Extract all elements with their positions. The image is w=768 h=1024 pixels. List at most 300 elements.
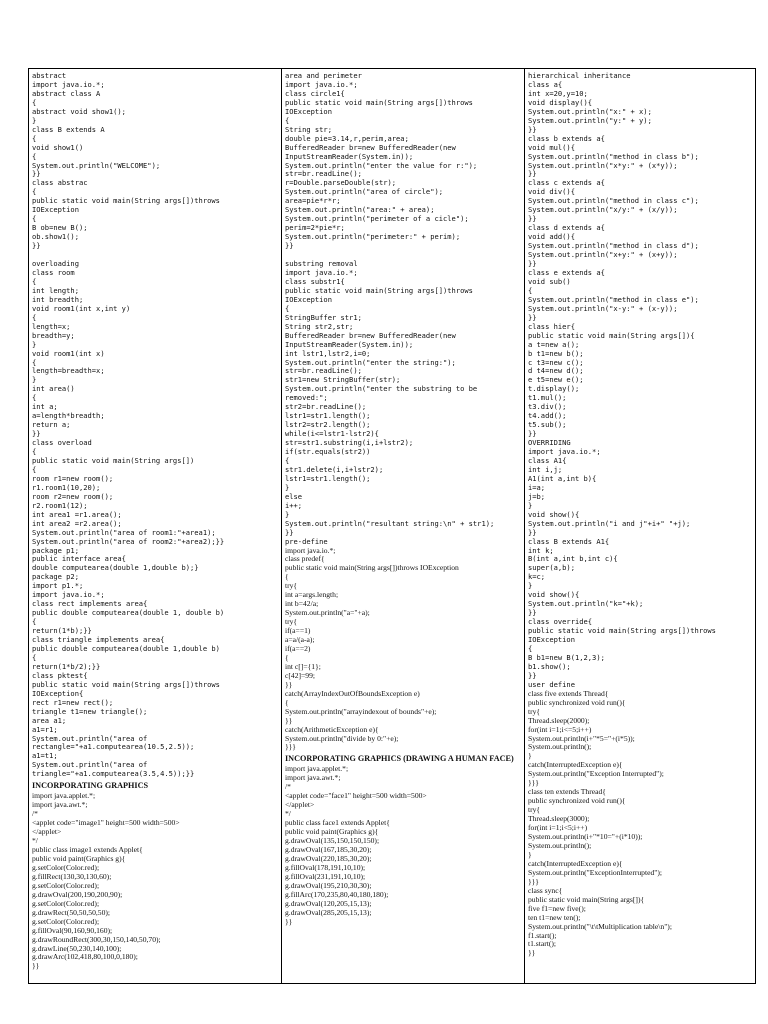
code-line: g.setColor(Color.red); (32, 899, 100, 908)
code-line: System.out.println("divide by 0:"+e); (285, 734, 399, 743)
code-line: try{ (285, 618, 298, 627)
code-line: { (32, 394, 37, 403)
heading-text: INCORPORATING GRAPHICS (32, 781, 149, 791)
code-line: g.drawArc(102,418,80,100,0,180); (32, 953, 138, 962)
column-middle (281, 69, 524, 983)
code-line: class overload (32, 439, 92, 448)
code-line: import java.awt.*; (32, 801, 88, 810)
code-line: breadth=y; (32, 331, 75, 340)
code-line: g.fillArc(170,235,80,40,180,180); (285, 890, 389, 899)
code-line: for(int i=1;i<5;i++) (528, 824, 588, 833)
code-line: } (32, 376, 37, 385)
code-line: public synchronized void run(){ (528, 797, 626, 806)
code-line: substring removal (285, 260, 358, 269)
code-line: r1.room1(10,20); (32, 483, 101, 492)
code-line: if(a==2) (285, 645, 311, 653)
code-line: room r1=new room(); (32, 474, 114, 483)
code-line: System.out.println("enter the substring to be (285, 385, 478, 394)
code-line: }} (528, 609, 537, 618)
code-line: import java.io.*; (32, 80, 105, 89)
code-line: System.out.println("k="+k); (528, 600, 644, 609)
code-line: double pie=3.14,r,perim,area; (285, 134, 409, 143)
code-line: while(i<=lstr1-lstr2){ (285, 430, 379, 439)
code-line: f1.start(); (528, 931, 557, 940)
code-line: int breadth; (32, 295, 84, 304)
code-line: /* (285, 783, 291, 792)
code-line: System.out.println("area of (32, 761, 148, 770)
code-line: g.drawOval(167,185,30,20); (285, 846, 372, 855)
code-line: super(a,b); (528, 564, 575, 573)
code-line: class circle1{ (285, 89, 345, 98)
code-line: }} (32, 242, 41, 251)
code-line: System.out.println("y:" + y); (528, 116, 652, 125)
code-line: ob.show1(); (32, 233, 79, 242)
code-line: class c extends a{ (528, 179, 605, 188)
code-block (528, 72, 752, 690)
code-line: class d extends a{ (528, 224, 605, 233)
column-left (29, 69, 281, 983)
code-line: triangle t1=new triangle(); (32, 707, 148, 716)
code-line (285, 251, 521, 260)
code-line: import java.awt.*; (285, 774, 341, 783)
code-line: } (528, 582, 533, 591)
code-line: }}} (285, 743, 296, 752)
code-line: System.out.println("method in class c"); (528, 197, 699, 206)
code-line: import java.io.*; (285, 268, 358, 277)
code-line: t.display(); (528, 385, 580, 394)
code-line: System.out.println("x*y:" + (x*y)); (528, 161, 678, 170)
code-line: rectangle="+a1.computearea(10.5,2.5)); (32, 743, 195, 752)
code-line: String str2,str; (285, 322, 354, 331)
code-line: class b extends a{ (528, 134, 605, 143)
code-line: else (285, 492, 303, 501)
code-line: int k; (528, 546, 554, 555)
code-line: lstr1=str1.length(); (285, 412, 371, 421)
code-line: g.drawOval(285,205,15,13); (285, 908, 372, 917)
code-line: g.drawOval(135,150,150,150); (285, 837, 380, 846)
code-line: str1=new StringBuffer(str); (285, 376, 401, 385)
code-line: </applet> (285, 801, 315, 810)
code-line: { (285, 456, 290, 465)
code-line: { (285, 653, 289, 662)
code-line: public static void main(String args[]){ (528, 331, 695, 340)
code-line: import java.io.*; (285, 80, 358, 89)
code-line: g.drawOval(120,205,15,13); (285, 899, 372, 908)
code-line: triangle="+a1.computearea(3.5,4.5));}} (32, 770, 195, 779)
code-line: }} (285, 242, 294, 251)
code-line: str2=br.readLine(); (285, 403, 367, 412)
code-line: void div(){ (528, 188, 575, 197)
code-line: } (528, 501, 533, 510)
code-line: g.fillRect(130,30,130,60); (32, 872, 112, 881)
code-line: int a; (32, 403, 58, 412)
code-line: try{ (528, 707, 541, 716)
code-line: System.out.println("resultant string:\n" + str1); (285, 519, 495, 528)
code-line: abstract (32, 72, 67, 80)
code-line: class override{ (528, 618, 593, 627)
code-line: g.drawLine(50,230,140,100); (32, 944, 122, 953)
code-line: abstract void show1(); (32, 107, 126, 116)
code-line: }} (528, 949, 536, 958)
code-line: str=br.readLine(); (285, 170, 362, 179)
code-line: c[42]=99; (285, 671, 316, 680)
code-line: }}} (528, 779, 539, 788)
code-line: System.out.println("perimeter of a cicle"); (285, 215, 469, 224)
code-line: System.out.println("perimeter:" + perim); (285, 233, 461, 242)
code-line: }} (285, 716, 293, 725)
code-line: for(int i=1;i<=5;i++) (528, 725, 592, 734)
code-line: int lstr1,lstr2,i=0; (285, 349, 371, 358)
code-line: d t4=new d(); (528, 367, 584, 376)
code-line: IOException (285, 295, 332, 304)
code-line: InputStreamReader(System.in)); (285, 340, 414, 349)
code-line: System.out.println("arrayindexout of bounds"+e); (285, 707, 437, 716)
code-line: import java.io.*; (528, 448, 601, 457)
code-line: class A1{ (528, 456, 567, 465)
code-line: int a=args.length; (285, 591, 339, 600)
column-right (524, 69, 755, 983)
code-line: { (32, 188, 37, 197)
code-line: void sub() (528, 277, 571, 286)
code-line: void mul(){ (528, 143, 575, 152)
code-line: class hier{ (528, 322, 575, 331)
code-line: int area2 =r2.area(); (32, 519, 122, 528)
section-heading (32, 781, 278, 790)
code-line: rect r1=new rect(); (32, 698, 114, 707)
code-line: { (285, 304, 290, 313)
code-line: }} (528, 170, 537, 179)
code-line: String str; (285, 125, 332, 134)
code-line: }}} (528, 877, 539, 886)
code-line: class room (32, 268, 75, 277)
code-line: a=length*breadth; (32, 412, 105, 421)
code-line: import java.applet.*; (285, 765, 349, 774)
code-line: void show(){ (528, 510, 580, 519)
code-line: length=breadth=x; (32, 367, 105, 376)
code-line: */ (32, 837, 38, 846)
code-line: System.out.println(i+"*5="+(i*5)); (528, 734, 635, 743)
code-block (528, 690, 752, 959)
code-line: OVERRIDING (528, 439, 571, 448)
code-line: return(1*b/2);}} (32, 662, 101, 671)
code-line: package p1; (32, 546, 79, 555)
code-line: five f1=new five(); (528, 904, 586, 913)
code-line: System.out.println("a="+a); (285, 609, 370, 618)
code-line: class e extends a{ (528, 268, 605, 277)
code-line: } (32, 340, 37, 349)
code-line: perim=2*pie*r; (285, 224, 345, 233)
code-line: class triangle implements area{ (32, 636, 165, 645)
code-line: r2.room1(12); (32, 501, 88, 510)
code-line: try{ (285, 582, 298, 591)
code-line: }} (528, 313, 537, 322)
code-line: }} (528, 125, 537, 134)
code-line: k=c; (528, 573, 546, 582)
code-line: public interface area{ (32, 555, 126, 564)
code-line: abstract class A (32, 89, 101, 98)
code-line: user define (528, 680, 575, 689)
code-line: void show(){ (528, 591, 580, 600)
code-line: System.out.println(i+"*10="+(i*10)); (528, 833, 643, 842)
code-line: { (32, 653, 37, 662)
code-line: { (32, 618, 37, 627)
code-line: g.fillOval(178,191,10,10); (285, 863, 366, 872)
code-line: if(a==1) (285, 627, 311, 636)
code-line: import java.io.*; (32, 591, 105, 600)
code-line: System.out.println("x+y:" + (x+y)); (528, 251, 678, 260)
code-line: a=a/(a-a); (285, 636, 315, 645)
code-line: void room1(int x) (32, 349, 105, 358)
code-line: import p1.*; (32, 582, 84, 591)
code-line (32, 251, 278, 260)
code-line: str=br.readLine(); (285, 367, 362, 376)
code-line: InputStreamReader(System.in)); (285, 152, 414, 161)
code-line: g.drawOval(220,185,30,20); (285, 854, 372, 863)
code-line: t5.sub(); (528, 421, 567, 430)
code-line: { (32, 448, 37, 457)
code-line: t4.add(); (528, 412, 567, 421)
code-line: }} (32, 430, 41, 439)
code-line: class rect implements area{ (32, 600, 148, 609)
code-line: StringBuffer str1; (285, 313, 362, 322)
code-line: b1.show(); (528, 662, 571, 671)
code-line: lstr1=str1.length(); (285, 474, 371, 483)
code-line: g.fillOval(231,191,10,10); (285, 872, 366, 881)
code-line: int area1 =r1.area(); (32, 510, 122, 519)
code-line: public static void main(String args[])throws (32, 197, 220, 206)
code-line: public double computearea(double 1, double b) (32, 609, 225, 618)
code-line: public class image1 extends Applet{ (32, 846, 143, 855)
code-line: int area() (32, 385, 75, 394)
code-line: System.out.println("ExceptionInterrupted"); (528, 868, 662, 877)
code-line: class five extends Thread{ (528, 689, 609, 698)
code-line: }} (528, 671, 537, 680)
code-line: System.out.println("Exception Interrupted"); (528, 770, 664, 779)
code-line: A1(int a,int b){ (528, 474, 597, 483)
code-line: { (32, 134, 37, 143)
code-line: area and perimeter (285, 72, 362, 80)
code-line: class substr1{ (285, 277, 345, 286)
code-line: public static void main(String args[]) (32, 456, 195, 465)
code-line: void add(){ (528, 233, 575, 242)
code-line: public static void main(String args[])throws (528, 627, 716, 636)
code-line: import java.applet.*; (32, 792, 96, 801)
code-line: System.out.println("area of (32, 734, 148, 743)
code-line: { (528, 645, 533, 653)
code-line: Thread.sleep(3000); (528, 815, 590, 824)
code-line: r=Double.parseDouble(str); (285, 179, 397, 188)
code-line: pre-define (285, 537, 328, 546)
code-line: System.out.println("enter the value for r:"); (285, 161, 478, 170)
code-line: package p2; (32, 573, 79, 582)
code-line: void show1() (32, 143, 84, 152)
code-line: System.out.println("i and j"+i+" "+j); (528, 519, 691, 528)
code-line: B ob=new B(); (32, 224, 88, 233)
code-line: IOException{ (32, 689, 84, 698)
code-line: lstr2=str2.length(); (285, 421, 371, 430)
code-line: }} (528, 430, 537, 439)
code-line: { (32, 465, 37, 474)
code-line: System.out.println("method in class b"); (528, 152, 699, 161)
code-line: System.out.println("method in class d"); (528, 242, 699, 251)
code-line: { (285, 698, 289, 707)
code-line: B b1=new B(1,2,3); (528, 653, 605, 662)
code-line: <applet code="image1" height=500 width=500> (32, 819, 180, 828)
code-line: System.out.println("area of room1:"+area1); (32, 528, 216, 537)
code-block (285, 72, 521, 547)
code-line: return a; (32, 421, 71, 430)
code-line: System.out.println("method in class e"); (528, 295, 699, 304)
code-line: class B extends A1{ (528, 537, 610, 546)
code-line: int b=42/a; (285, 600, 319, 609)
code-line: { (528, 286, 533, 295)
code-line: Thread.sleep(2000); (528, 716, 590, 725)
code-line: class predef{ (285, 555, 325, 564)
code-line: System.out.println("WELCOME"); (32, 161, 161, 170)
code-line: a1=t1; (32, 752, 58, 761)
code-line: area=pie*r*r; (285, 197, 341, 206)
code-line: }} (285, 917, 293, 926)
code-line: void room1(int x,int y) (32, 304, 131, 313)
code-line: IOException (528, 636, 575, 645)
code-line: a t=new a(); (528, 340, 580, 349)
code-line: class a{ (528, 80, 563, 89)
code-line: <applet code="face1" height=500 width=500> (285, 792, 427, 801)
code-line: { (32, 98, 37, 107)
code-line: }} (285, 528, 294, 537)
code-line: System.out.println("enter the string:"); (285, 358, 456, 367)
code-line: class pktest{ (32, 671, 88, 680)
code-line: g.drawOval(195,210,30,30); (285, 881, 372, 890)
code-line: overloading (32, 260, 79, 269)
code-line: int length; (32, 286, 79, 295)
code-line: }} (32, 962, 40, 971)
code-line: } (285, 483, 290, 492)
code-line: import java.io.*; (285, 546, 336, 555)
code-line: </applet> (32, 828, 62, 837)
section-heading (285, 754, 521, 763)
code-line: catch(InterruptedException e){ (528, 859, 623, 868)
code-line: { (32, 313, 37, 322)
code-line: System.out.println(); (528, 743, 592, 752)
code-line: public synchronized void run(){ (528, 698, 626, 707)
code-line: public static void main(String args[])throws IOException (285, 564, 459, 573)
code-line: j=b; (528, 492, 546, 501)
code-line: public void paint(Graphics g){ (32, 854, 126, 863)
code-line: public static void main(String args[])throws (285, 286, 473, 295)
code-line: { (285, 573, 289, 582)
code-line: ten t1=new ten(); (528, 913, 581, 922)
code-line: public static void main(String args[])throws (32, 680, 220, 689)
code-line: return(1*b);}} (32, 627, 92, 636)
code-line: i++; (285, 501, 303, 510)
code-line: try{ (528, 806, 541, 815)
code-line: hierarchical inheritance (528, 72, 631, 80)
code-line: g.drawOval(200,190,200,90); (32, 890, 123, 899)
code-line: { (32, 277, 37, 286)
code-line: }} (528, 260, 537, 269)
code-line: b t1=new b(); (528, 349, 584, 358)
code-line: } (32, 116, 37, 125)
code-line: g.setColor(Color.red); (32, 881, 100, 890)
code-line: public static void main(String args[])throws (285, 98, 473, 107)
code-line: catch(InterruptedException e){ (528, 761, 623, 770)
code-line: class abstrac (32, 179, 88, 188)
code-line: System.out.println("x/y:" + (x/y)); (528, 206, 678, 215)
code-line: }} (32, 170, 41, 179)
code-line: g.drawRoundRect(300,30,150,140,50,70); (32, 935, 161, 944)
code-line: area a1; (32, 716, 67, 725)
code-sheet (28, 68, 756, 984)
code-line: /* (32, 810, 38, 819)
code-line: { (32, 152, 37, 161)
code-line: int x=20,y=10; (528, 89, 588, 98)
code-line: */ (285, 810, 291, 819)
code-line: IOException (285, 107, 332, 116)
code-block (285, 547, 521, 753)
code-line: g.fillOval(90,160,90,160); (32, 926, 113, 935)
code-line: t3.div(); (528, 403, 567, 412)
code-line: t1.start(); (528, 940, 557, 949)
code-line: public class face1 extends Applet{ (285, 819, 390, 828)
code-line: void display(){ (528, 98, 593, 107)
code-line: int c[]={1}; (285, 662, 321, 671)
code-line: public double computearea(double 1,double b) (32, 645, 220, 653)
code-line: B(int a,int b,int c){ (528, 555, 618, 564)
code-line: e t5=new e(); (528, 376, 584, 385)
code-line: }} (285, 680, 293, 689)
code-line: { (32, 215, 37, 224)
code-line: System.out.println("x-y:" + (x-y)); (528, 304, 678, 313)
code-line: a1=r1; (32, 725, 58, 734)
code-line: public void paint(Graphics g){ (285, 828, 379, 837)
code-line: class ten extends Thread{ (528, 788, 606, 797)
code-line: int i,j; (528, 465, 563, 474)
code-block (285, 765, 521, 926)
code-line: class sync{ (528, 886, 563, 895)
code-line: c t3=new c(); (528, 358, 584, 367)
code-line: i=a; (528, 483, 546, 492)
code-line: { (285, 116, 290, 125)
code-line: } (285, 510, 290, 519)
code-line: public static void main(String args[]){ (528, 895, 645, 904)
code-line: }} (528, 215, 537, 224)
code-line: class B extends A (32, 125, 105, 134)
code-line: length=x; (32, 322, 71, 331)
code-line: } (528, 752, 532, 761)
code-line: }} (528, 528, 537, 537)
code-line: } (528, 850, 532, 859)
code-line: System.out.println("area:" + area); (285, 206, 435, 215)
code-line: System.out.println("\t\tMultiplication table\n"); (528, 922, 672, 931)
code-line: if(str.equals(str2)) (285, 448, 371, 457)
code-line: System.out.println("area of circle"); (285, 188, 444, 197)
code-line: str=str1.substring(i,i+lstr2); (285, 439, 414, 448)
code-block (32, 792, 278, 971)
code-line: catch(ArithmeticException e){ (285, 725, 379, 734)
code-line: BufferedReader br=new BufferedReader(new (285, 331, 456, 340)
code-line: g.setColor(Color.red); (32, 917, 100, 926)
heading-text: INCORPORATING GRAPHICS (DRAWING A HUMAN FACE) (285, 754, 514, 764)
code-line: BufferedReader br=new BufferedReader(new (285, 143, 456, 152)
code-line: System.out.println("area of room2:"+area2);}} (32, 537, 225, 546)
code-line: System.out.println(); (528, 841, 592, 850)
code-line: removed:"; (285, 394, 328, 403)
code-line: room r2=new room(); (32, 492, 114, 501)
code-line: { (32, 358, 37, 367)
code-block (32, 72, 278, 779)
code-line: t1.mul(); (528, 394, 567, 403)
